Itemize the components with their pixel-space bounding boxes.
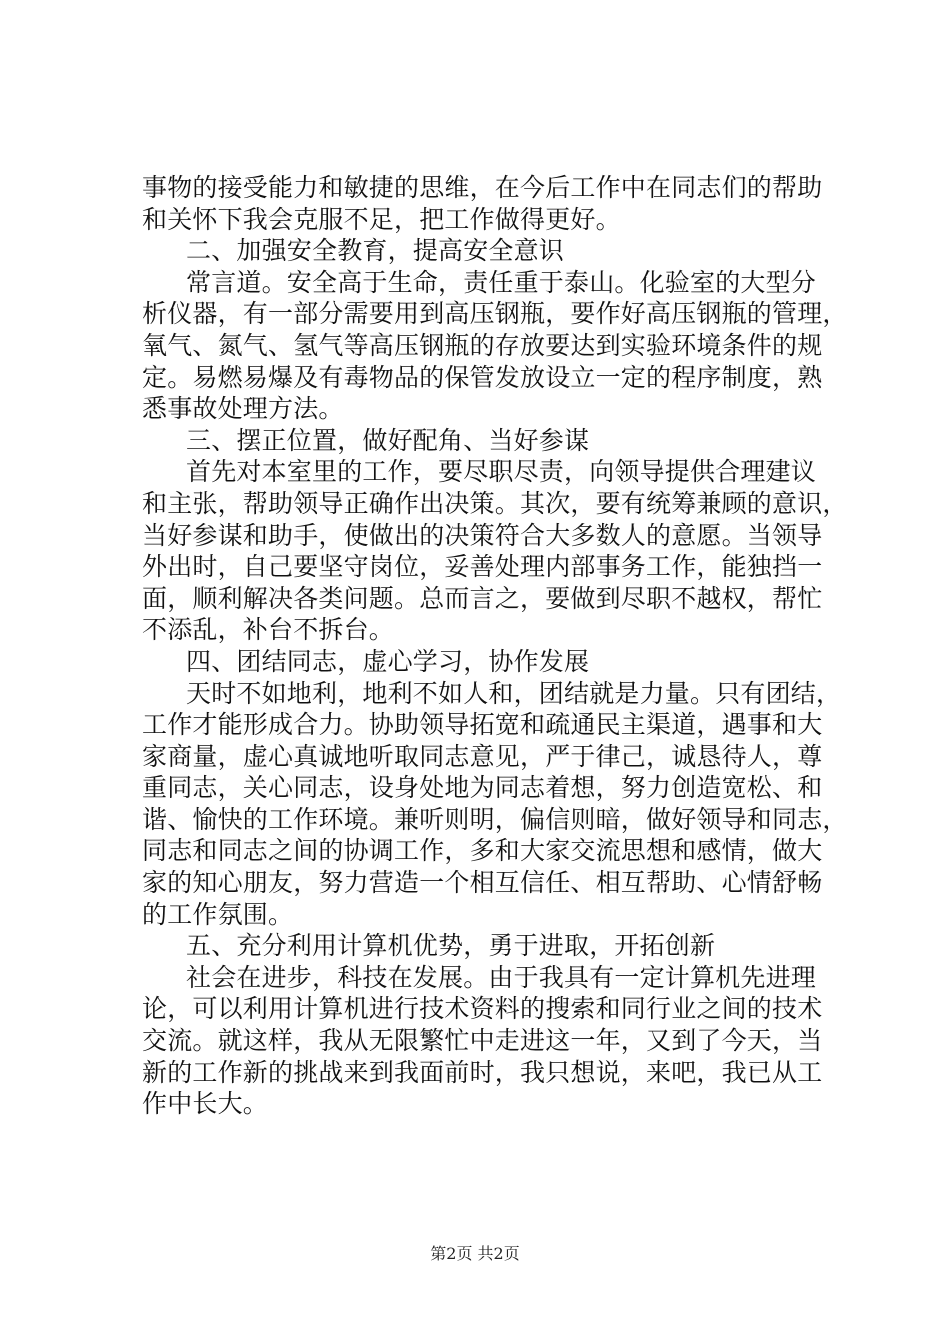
section-heading: 二、加强安全教育，提高安全意识 [186,236,565,266]
text-line: 家的知心朋友，努力营造一个相互信任、相互帮助、心情舒畅 [142,868,823,898]
text-line: 作中长大。 [142,1089,269,1119]
text-line: 重同志，关心同志，设身处地为同志着想，努力创造宽松、和 [142,773,823,803]
page-number-footer: 第2页 共2页 [430,1244,520,1263]
text-line: 外出时，自己要坚守岗位，妥善处理内部事务工作，能独挡一 [142,552,823,582]
text-line: 天时不如地利，地利不如人和，团结就是力量。只有团结， [186,678,842,708]
section-heading: 四、团结同志，虚心学习，协作发展 [186,646,590,676]
text-line: 的工作氛围。 [142,899,294,929]
text-line: 和关怀下我会克服不足，把工作做得更好。 [142,204,621,234]
text-line: 谐、愉快的工作环境。兼听则明，偏信则暗，做好领导和同志， [142,804,848,834]
text-line: 不添乱，补台不拆台。 [142,615,395,645]
text-line: 社会在进步，科技在发展。由于我具有一定计算机先进理 [186,962,817,992]
document-body [142,172,848,1120]
text-line: 事物的接受能力和敏捷的思维，在今后工作中在同志们的帮助 [142,173,823,202]
text-line: 家商量，虚心真诚地听取同志意见，严于律己，诚恳待人，尊 [142,741,823,771]
text-line: 工作才能形成合力。协助领导拓宽和疏通民主渠道，遇事和大 [142,710,823,740]
text-line: 论，可以利用计算机进行技术资料的搜索和同行业之间的技术 [142,994,823,1024]
text-line: 面，顺利解决各类问题。总而言之，要做到尽职不越权，帮忙 [142,583,823,613]
text-line: 氧气、氮气、氢气等高压钢瓶的存放要达到实验环境条件的规 [142,330,823,360]
text-line: 首先对本室里的工作，要尽职尽责，向领导提供合理建议 [186,457,817,487]
text-line: 常言道。安全高于生命，责任重于泰山。化验室的大型分 [186,267,817,297]
section-heading: 五、充分利用计算机优势，勇于进取，开拓创新 [186,931,716,961]
text-line: 当好参谋和助手，使做出的决策符合大多数人的意愿。当领导 [142,520,823,550]
text-line: 新的工作新的挑战来到我面前时，我只想说，来吧，我已从工 [142,1057,823,1087]
text-line: 析仪器，有一部分需要用到高压钢瓶，要作好高压钢瓶的管理， [142,299,848,329]
text-line: 定。易燃易爆及有毒物品的保管发放设立一定的程序制度，熟 [142,362,823,392]
text-line: 同志和同志之间的协调工作，多和大家交流思想和感情，做大 [142,836,823,866]
text-line: 悉事故处理方法。 [142,394,344,424]
section-heading: 三、摆正位置，做好配角、当好参谋 [186,425,590,455]
text-line: 和主张，帮助领导正确作出决策。其次，要有统筹兼顾的意识， [142,488,848,518]
text-line: 交流。就这样，我从无限繁忙中走进这一年，又到了今天，当 [142,1026,823,1056]
